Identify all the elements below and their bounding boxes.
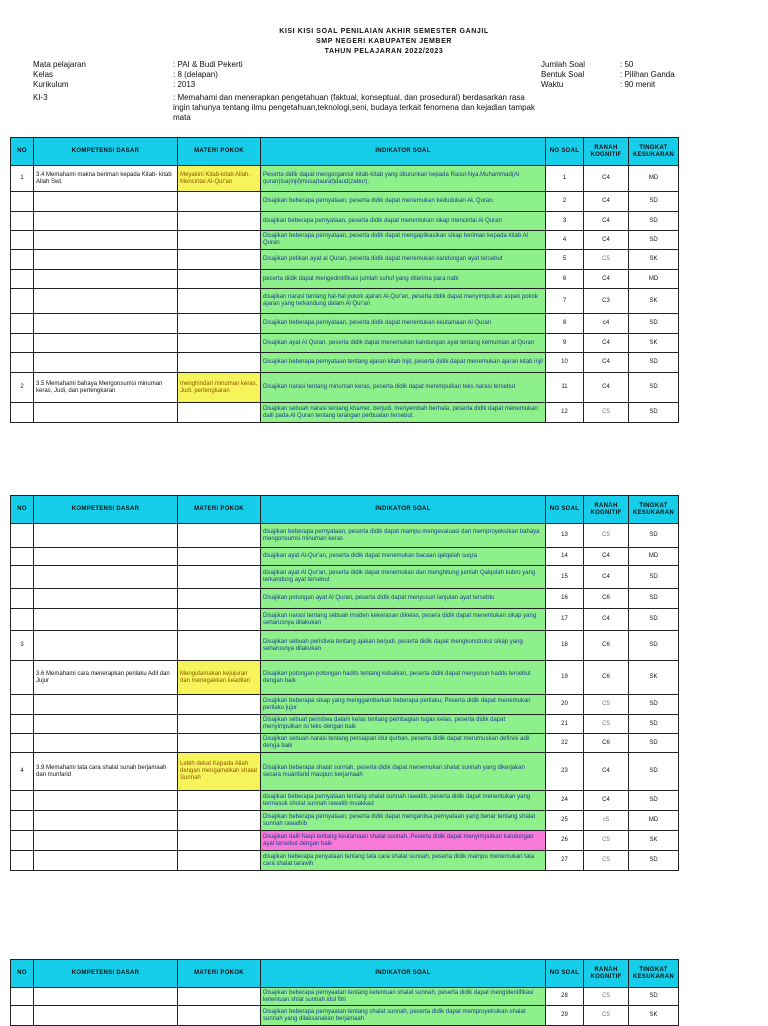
indikator-soal-cell: disajikan beberapa pernyataan, peserta didik dapat menentukan sikap mencintai Al Quran [261, 212, 546, 231]
tingkat-kesukaran-cell: SD [629, 753, 679, 791]
tingkat-kesukaran-cell: SD [629, 851, 679, 871]
row-number [11, 231, 34, 250]
indikator-soal-cell: disajikan beberapa pernyataan, peserta didik dapat mampu mengevaluasi dan memproyeksikan bahaya mengonsumsi minuman keras [261, 524, 546, 548]
table-row [11, 524, 679, 548]
header-row [11, 960, 679, 988]
no-soal-cell: 1 [546, 166, 584, 192]
table-row [11, 289, 679, 314]
indikator-soal-cell: disajikan ayat Al Qur'an, peserta didik dapat menemukan dan menghitung jumlah Qalqolah kubro yang terkandung ayat tersebut [261, 566, 546, 589]
tingkat-kesukaran-cell: SD [629, 609, 679, 631]
tingkat-kesukaran-cell: SK [629, 831, 679, 851]
row-number [11, 1006, 34, 1026]
no-soal-cell: 22 [546, 734, 584, 753]
no-soal-cell: 6 [546, 270, 584, 289]
kompetensi-dasar-cell [34, 524, 178, 548]
materi-pokok-cell: Meyakini Kitab-kitab Allah, Mencintai Al-Qur'an [178, 166, 261, 192]
no-soal-cell: 12 [546, 403, 584, 423]
no-soal-cell: 17 [546, 609, 584, 631]
no-soal-cell: 10 [546, 353, 584, 373]
row-number [11, 548, 34, 566]
indikator-soal-cell: Peserta didik dapat mengorganisir kitab-kitab yang diturunkan kepada Rasul-Nya.Muhammad(Al quran)Isa(injil)musa(taurat)daud(zabur). [261, 166, 546, 192]
kompetensi-dasar-cell: 3.6 Memahami cara menerapkan perilaku Adil dan Jujur [34, 661, 178, 695]
table-row [11, 811, 679, 831]
tingkat-kesukaran-cell: SD [629, 314, 679, 334]
tingkat-kesukaran-cell: MD [629, 548, 679, 566]
row-number [11, 524, 34, 548]
meta-label: Kelas [33, 70, 54, 79]
row-number [11, 831, 34, 851]
indikator-soal-cell: Disajikan petikan ayat al Quran, peserta didik dapat menemukan kandungan ayat tersebut [261, 250, 546, 270]
row-number [11, 270, 34, 289]
kompetensi-dasar-cell [34, 589, 178, 609]
kompetensi-dasar-cell [34, 631, 178, 661]
materi-pokok-cell [178, 609, 261, 631]
materi-pokok-cell [178, 353, 261, 373]
title-line-2: SMP NEGERI KABUPATEN JEMBER [316, 38, 452, 45]
row-number [11, 353, 34, 373]
meta-label: Waktu [541, 80, 564, 89]
materi-pokok-cell [178, 851, 261, 871]
kompetensi-dasar-cell [34, 334, 178, 353]
ranah-kognitif-cell: c4 [584, 314, 629, 334]
indikator-soal-cell: peserta didik dapat mengedintifikasi jumlah suhuf yang diterima para nabi [261, 270, 546, 289]
materi-pokok-cell: Lebih dekat Kepada Allah dengan mengamalkan shalat Sunnah [178, 753, 261, 791]
materi-pokok-cell [178, 334, 261, 353]
materi-pokok-cell [178, 589, 261, 609]
kompetensi-dasar-cell [34, 270, 178, 289]
tingkat-kesukaran-cell: MD [629, 166, 679, 192]
no-soal-cell: 3 [546, 212, 584, 231]
ranah-kognitif-cell: C4 [584, 548, 629, 566]
ranah-kognitif-cell: C4 [584, 334, 629, 353]
meta-value: : 50 [620, 60, 634, 69]
row-number: 4 [11, 753, 34, 791]
table-row [11, 566, 679, 589]
ranah-kognitif-cell: C5 [584, 250, 629, 270]
ranah-kognitif-cell: C5 [584, 524, 629, 548]
row-number [11, 811, 34, 831]
row-number [11, 566, 34, 589]
table-row [11, 231, 679, 250]
ranah-kognitif-cell: C4 [584, 192, 629, 212]
meta-label: Mata pelajaran [33, 60, 86, 69]
kisi-table-2 [10, 495, 679, 871]
column-header-kd: KOMPETENSI DASAR [34, 960, 178, 988]
meta-value: : 2013 [173, 80, 196, 89]
column-header-no: NO [11, 960, 34, 988]
row-number [11, 589, 34, 609]
no-soal-cell: 13 [546, 524, 584, 548]
tingkat-kesukaran-cell: MD [629, 270, 679, 289]
table-row [11, 314, 679, 334]
document-title-block [0, 27, 768, 57]
indikator-soal-cell: Disajikan beberapa pernyataan tentang ajaran kitab Injil, peserta didik dapat menemukan ajaran kitab injil [261, 353, 546, 373]
materi-pokok-cell [178, 791, 261, 811]
materi-pokok-cell [178, 524, 261, 548]
indikator-soal-cell: Disajikan beberapa pernyataan, peserta didik dapat menganlisa pernyataan yang benar tentang shalat sunnah rawathib [261, 811, 546, 831]
title-line-1: KISI KISI SOAL PENILAIAN AKHIR SEMESTER GANJIL [279, 28, 489, 35]
ranah-kognitif-cell: C5 [584, 831, 629, 851]
column-header-ind: INDIKATOR SOAL [261, 138, 546, 166]
indikator-soal-cell: Disajikan potongan ayat Al Quran, peserta didik dapat menyusun lanjutan ayat tersebtu [261, 589, 546, 609]
column-header-mp: MATERI POKOK [178, 496, 261, 524]
indikator-soal-cell: disajikan ayat Al-Qur'an, peserta didik dapat menemukan bacaan qalqalah suqra [261, 548, 546, 566]
ranah-kognitif-cell: C6 [584, 661, 629, 695]
no-soal-cell: 20 [546, 695, 584, 715]
materi-pokok-cell [178, 403, 261, 423]
kompetensi-dasar-cell [34, 609, 178, 631]
ranah-kognitif-cell: C4 [584, 353, 629, 373]
indikator-soal-cell: disajikan beberapa penyataan tentang tata cara shalat sunnah, peserta didik mampu menemukan tata cara shalat tarawih [261, 851, 546, 871]
meta-left-values [173, 60, 243, 90]
indikator-soal-cell: Disajikan beberapa sikap yang menggambarkan beberapa perilaku, Peserta didik dapat menemukan perilaku jujur [261, 695, 546, 715]
meta-right-values [620, 60, 675, 90]
tingkat-kesukaran-cell: SD [629, 353, 679, 373]
indikator-soal-cell: Disajikan beberapa pernyataan, peserta didik dapat mengaplikasikan sikap beriman kepada kitab Al Quran [261, 231, 546, 250]
tingkat-kesukaran-cell: SD [629, 791, 679, 811]
kompetensi-dasar-cell [34, 403, 178, 423]
no-soal-cell: 24 [546, 791, 584, 811]
column-header-tk: TINGKAT KESUKARAN [629, 138, 679, 166]
meta-left-labels [33, 60, 86, 90]
materi-pokok-cell [178, 231, 261, 250]
row-number [11, 791, 34, 811]
kompetensi-dasar-cell [34, 314, 178, 334]
ranah-kognitif-cell: C4 [584, 791, 629, 811]
kompetensi-dasar-cell: 3.4 Memahami makna beriman kepada Kitab- kitab Allah Swt. [34, 166, 178, 192]
column-header-kd: KOMPETENSI DASAR [34, 496, 178, 524]
indikator-soal-cell: Disajikan sebuat peristiwa dalam kelas tentang pembagian tugas kelas, peserta didik dapat menyimpulkan isi teks dengan baik [261, 715, 546, 734]
indikator-soal-cell: Disajikan sebuah narasi tentang persiapan idul qurban, peserta didik dapat merumuskan definisi adil denga baik [261, 734, 546, 753]
title-line-3: TAHUN PELAJARAN 2022/2023 [324, 48, 444, 55]
ranah-kognitif-cell: C3 [584, 289, 629, 314]
meta-value: : 90 menit [620, 80, 656, 89]
tingkat-kesukaran-cell: SK [629, 1006, 679, 1026]
kisi-table-1 [10, 137, 679, 423]
row-number [11, 289, 34, 314]
ranah-kognitif-cell: C4 [584, 212, 629, 231]
tingkat-kesukaran-cell: SD [629, 715, 679, 734]
ranah-kognitif-cell: C6 [584, 631, 629, 661]
column-header-tk: TINGKAT KESUKARAN [629, 960, 679, 988]
table-row [11, 831, 679, 851]
column-header-ind: INDIKATOR SOAL [261, 496, 546, 524]
indikator-soal-cell: disajikan beberapa pernyataan tentang shalat sunnah rawatib, peserta didik dapat menentukan yang termasuk sholat sunnah rawatib muakkad [261, 791, 546, 811]
meta-label: Jumlah Soal [541, 60, 586, 69]
tingkat-kesukaran-cell: SD [629, 566, 679, 589]
table-row [11, 334, 679, 353]
kompetensi-dasar-cell [34, 715, 178, 734]
tingkat-kesukaran-cell: SK [629, 250, 679, 270]
no-soal-cell: 4 [546, 231, 584, 250]
tingkat-kesukaran-cell: SD [629, 231, 679, 250]
indikator-soal-cell: Disajikan beberapa shalat sunnah, peserta didik dapat menemukan shalat sunnah yang dikerjakan secara muanfarid maupun berjamaah [261, 753, 546, 791]
table-row [11, 609, 679, 631]
column-header-rk: RANAH KOGNITIF [584, 496, 629, 524]
column-header-mp: MATERI POKOK [178, 960, 261, 988]
row-number [11, 314, 34, 334]
row-number [11, 988, 34, 1006]
tingkat-kesukaran-cell: SD [629, 373, 679, 403]
meta-label: Bentuk Soal [541, 70, 585, 79]
no-soal-cell: 29 [546, 1006, 584, 1026]
ranah-kognitif-cell: C5 [584, 1006, 629, 1026]
row-number [11, 334, 34, 353]
table-row [11, 1006, 679, 1026]
table-row [11, 661, 679, 695]
materi-pokok-cell [178, 811, 261, 831]
kompetensi-dasar-cell [34, 988, 178, 1006]
tingkat-kesukaran-cell: SD [629, 524, 679, 548]
materi-pokok-cell [178, 695, 261, 715]
table-row [11, 353, 679, 373]
header-row [11, 496, 679, 524]
row-number [11, 212, 34, 231]
ranah-kognitif-cell: C4 [584, 373, 629, 403]
table-row [11, 212, 679, 231]
ranah-kognitif-cell: C4 [584, 166, 629, 192]
table-row [11, 373, 679, 403]
no-soal-cell: 2 [546, 192, 584, 212]
column-header-rk: RANAH KOGNITIF [584, 960, 629, 988]
row-number [11, 403, 34, 423]
no-soal-cell: 9 [546, 334, 584, 353]
ranah-kognitif-cell: C5 [584, 715, 629, 734]
kompetensi-dasar-cell [34, 851, 178, 871]
ranah-kognitif-cell: C5 [584, 695, 629, 715]
table-row [11, 734, 679, 753]
materi-pokok-cell: menghindari minuman keras, Judi, pertengkaran [178, 373, 261, 403]
materi-pokok-cell [178, 734, 261, 753]
no-soal-cell: 5 [546, 250, 584, 270]
ki-description: : Memahami dan menerapkan pengetahuan (faktual, konseptual, dan prosedural) berdasarkan rasa ingin tahunya tentang ilmu pengetahuan,teknologi,seni, budaya terkait fenomena dan kejadian tampak mata [173, 93, 536, 122]
tingkat-kesukaran-cell: SK [629, 661, 679, 695]
tingkat-kesukaran-cell: SD [629, 192, 679, 212]
kisi-table-3 [10, 959, 679, 1026]
table-row [11, 791, 679, 811]
row-number [11, 192, 34, 212]
materi-pokok-cell [178, 715, 261, 734]
row-number: 1 [11, 166, 34, 192]
tingkat-kesukaran-cell: SD [629, 695, 679, 715]
row-number [11, 661, 34, 695]
row-number [11, 609, 34, 631]
no-soal-cell: 14 [546, 548, 584, 566]
ranah-kognitif-cell: C4 [584, 270, 629, 289]
no-soal-cell: 23 [546, 753, 584, 791]
tingkat-kesukaran-cell: SD [629, 631, 679, 661]
meta-right-labels [541, 60, 585, 90]
no-soal-cell: 25 [546, 811, 584, 831]
materi-pokok-cell [178, 289, 261, 314]
kompetensi-dasar-cell [34, 566, 178, 589]
no-soal-cell: 21 [546, 715, 584, 734]
indikator-soal-cell: Disajikan beberapa pernyaatan tentang shalat sunnah, peserta didik dapat memproyeksikan shalat sunnah yang dilaksanakan berjamaah [261, 1006, 546, 1026]
table-row [11, 589, 679, 609]
materi-pokok-cell [178, 192, 261, 212]
tingkat-kesukaran-cell: MD [629, 811, 679, 831]
ranah-kognitif-cell: c5 [584, 811, 629, 831]
ki-label: KI-3 [33, 93, 48, 102]
tingkat-kesukaran-cell: SD [629, 589, 679, 609]
table-row [11, 166, 679, 192]
meta-label: Kurikulum [33, 80, 69, 89]
materi-pokok-cell [178, 831, 261, 851]
column-header-ind: INDIKATOR SOAL [261, 960, 546, 988]
column-header-rk: RANAH KOGNITIF [584, 138, 629, 166]
ranah-kognitif-cell: C4 [584, 609, 629, 631]
table-row [11, 988, 679, 1006]
row-number [11, 715, 34, 734]
tingkat-kesukaran-cell: SD [629, 734, 679, 753]
ranah-kognitif-cell: C4 [584, 566, 629, 589]
tingkat-kesukaran-cell: SD [629, 212, 679, 231]
table-row [11, 753, 679, 791]
kompetensi-dasar-cell [34, 192, 178, 212]
kompetensi-dasar-cell: 3.5 Memahami bahaya Mengonsumsi minuman keras, Judi, dan pertengkaran [34, 373, 178, 403]
materi-pokok-cell [178, 566, 261, 589]
table-row [11, 715, 679, 734]
materi-pokok-cell [178, 314, 261, 334]
indikator-soal-cell: Disajikan ayat Al Quran, peserta didik dapat menemukan kandungan ayat tentang kemumian al Quran [261, 334, 546, 353]
table-row [11, 403, 679, 423]
column-header-no: NO [11, 496, 34, 524]
indikator-soal-cell: Disajikan beberapa pernyataan, peserta didik dapat menemukan kedudukan AL Quran. [261, 192, 546, 212]
indikator-soal-cell: Disajikan beberapa pernyataan, peserta didik dapat menentukan keutamaan Al Quran [261, 314, 546, 334]
kompetensi-dasar-cell [34, 695, 178, 715]
no-soal-cell: 19 [546, 661, 584, 695]
kompetensi-dasar-cell [34, 1006, 178, 1026]
tingkat-kesukaran-cell: SK [629, 289, 679, 314]
kompetensi-dasar-cell [34, 289, 178, 314]
ranah-kognitif-cell: C4 [584, 753, 629, 791]
row-number [11, 250, 34, 270]
ranah-kognitif-cell: C6 [584, 734, 629, 753]
materi-pokok-cell [178, 631, 261, 661]
no-soal-cell: 16 [546, 589, 584, 609]
header-row [11, 138, 679, 166]
materi-pokok-cell [178, 212, 261, 231]
kompetensi-dasar-cell [34, 811, 178, 831]
indikator-soal-cell: Disajikan narasi tentang minuman keras, peserta didik dapat menimpulkan teks narasi tersebut [261, 373, 546, 403]
table-row [11, 695, 679, 715]
materi-pokok-cell [178, 988, 261, 1006]
indikator-soal-cell: Disajikan beberapa pernyaatan tentang ketentuan shalat sunnah, peserta didik dapat mengidentifikasi ketentuan shlat sunnah idul fitri [261, 988, 546, 1006]
tingkat-kesukaran-cell: SD [629, 988, 679, 1006]
ranah-kognitif-cell: C5 [584, 988, 629, 1006]
column-header-soal: NO SOAL [546, 496, 584, 524]
kompetensi-dasar-cell: 3.9 Memahami tata cara shalat sunah berjamaah dan munfarid [34, 753, 178, 791]
no-soal-cell: 11 [546, 373, 584, 403]
column-header-tk: TINGKAT KESUKARAN [629, 496, 679, 524]
kompetensi-dasar-cell [34, 831, 178, 851]
indikator-soal-cell: disajikan narasi tentang hal-hal pokok ajaran Al-Qur'an, peserta didik dapat menyimpulkan aspek pokok ajaran yang terkandung dalam Al Qur'an [261, 289, 546, 314]
ranah-kognitif-cell: C5 [584, 403, 629, 423]
column-header-kd: KOMPETENSI DASAR [34, 138, 178, 166]
table-row [11, 548, 679, 566]
meta-value: : Pilihan Ganda [620, 70, 675, 79]
indikator-soal-cell: Disajikan sebuah peristiwa tentang ajakan berjudi, peserta didik dapat mengkonstruksi sikap yang seharusnya dilakukan [261, 631, 546, 661]
indikator-soal-cell: Disajikan potongan-potongan hadits tentang kebaikan, peserta didik dapat menyusun hadits tersebut dengan baik [261, 661, 546, 695]
materi-pokok-cell [178, 270, 261, 289]
no-soal-cell: 15 [546, 566, 584, 589]
kompetensi-dasar-cell [34, 231, 178, 250]
materi-pokok-cell [178, 548, 261, 566]
column-header-soal: NO SOAL [546, 960, 584, 988]
row-number [11, 695, 34, 715]
no-soal-cell: 18 [546, 631, 584, 661]
column-header-no: NO [11, 138, 34, 166]
table-row [11, 250, 679, 270]
row-number [11, 851, 34, 871]
table-row [11, 192, 679, 212]
meta-value: : 8 (delapan) [173, 70, 218, 79]
kompetensi-dasar-cell [34, 734, 178, 753]
column-header-soal: NO SOAL [546, 138, 584, 166]
kompetensi-dasar-cell [34, 791, 178, 811]
no-soal-cell: 7 [546, 289, 584, 314]
table-row [11, 631, 679, 661]
tingkat-kesukaran-cell: SK [629, 334, 679, 353]
row-number [11, 734, 34, 753]
kompetensi-dasar-cell [34, 353, 178, 373]
kompetensi-dasar-cell [34, 548, 178, 566]
row-number: 3 [11, 631, 34, 661]
ranah-kognitif-cell: C5 [584, 851, 629, 871]
indikator-soal-cell: Disajikan sebuah narasi tentang khamer, berjudi, menyembah berhala, peserta didik dapat menemukan dalil pada Al Quran tentang larangan perbuatan tersebut. [261, 403, 546, 423]
row-number: 2 [11, 373, 34, 403]
indikator-soal-cell: Disajikan narasi tentang sebuah insiden kekerasan dikelas, pesera didik dapat menentukan sikap yang seharusnya dilakukan [261, 609, 546, 631]
meta-value: : PAI & Budi Pekerti [173, 60, 243, 69]
indikator-soal-cell: Disajikan dalil Naqli tentang keutamaan shalat sunnah, Peserta didik dapat menyimpulkan kandungan ayat tersebut dengan baik [261, 831, 546, 851]
ranah-kognitif-cell: C4 [584, 231, 629, 250]
table-row [11, 851, 679, 871]
ranah-kognitif-cell: C6 [584, 589, 629, 609]
materi-pokok-cell: Mengutamakan kejujuran dan menegakkan keadilan [178, 661, 261, 695]
materi-pokok-cell [178, 1006, 261, 1026]
tingkat-kesukaran-cell: SD [629, 403, 679, 423]
no-soal-cell: 27 [546, 851, 584, 871]
kompetensi-dasar-cell [34, 212, 178, 231]
column-header-mp: MATERI POKOK [178, 138, 261, 166]
no-soal-cell: 28 [546, 988, 584, 1006]
no-soal-cell: 8 [546, 314, 584, 334]
no-soal-cell: 26 [546, 831, 584, 851]
table-row [11, 270, 679, 289]
materi-pokok-cell [178, 250, 261, 270]
kompetensi-dasar-cell [34, 250, 178, 270]
